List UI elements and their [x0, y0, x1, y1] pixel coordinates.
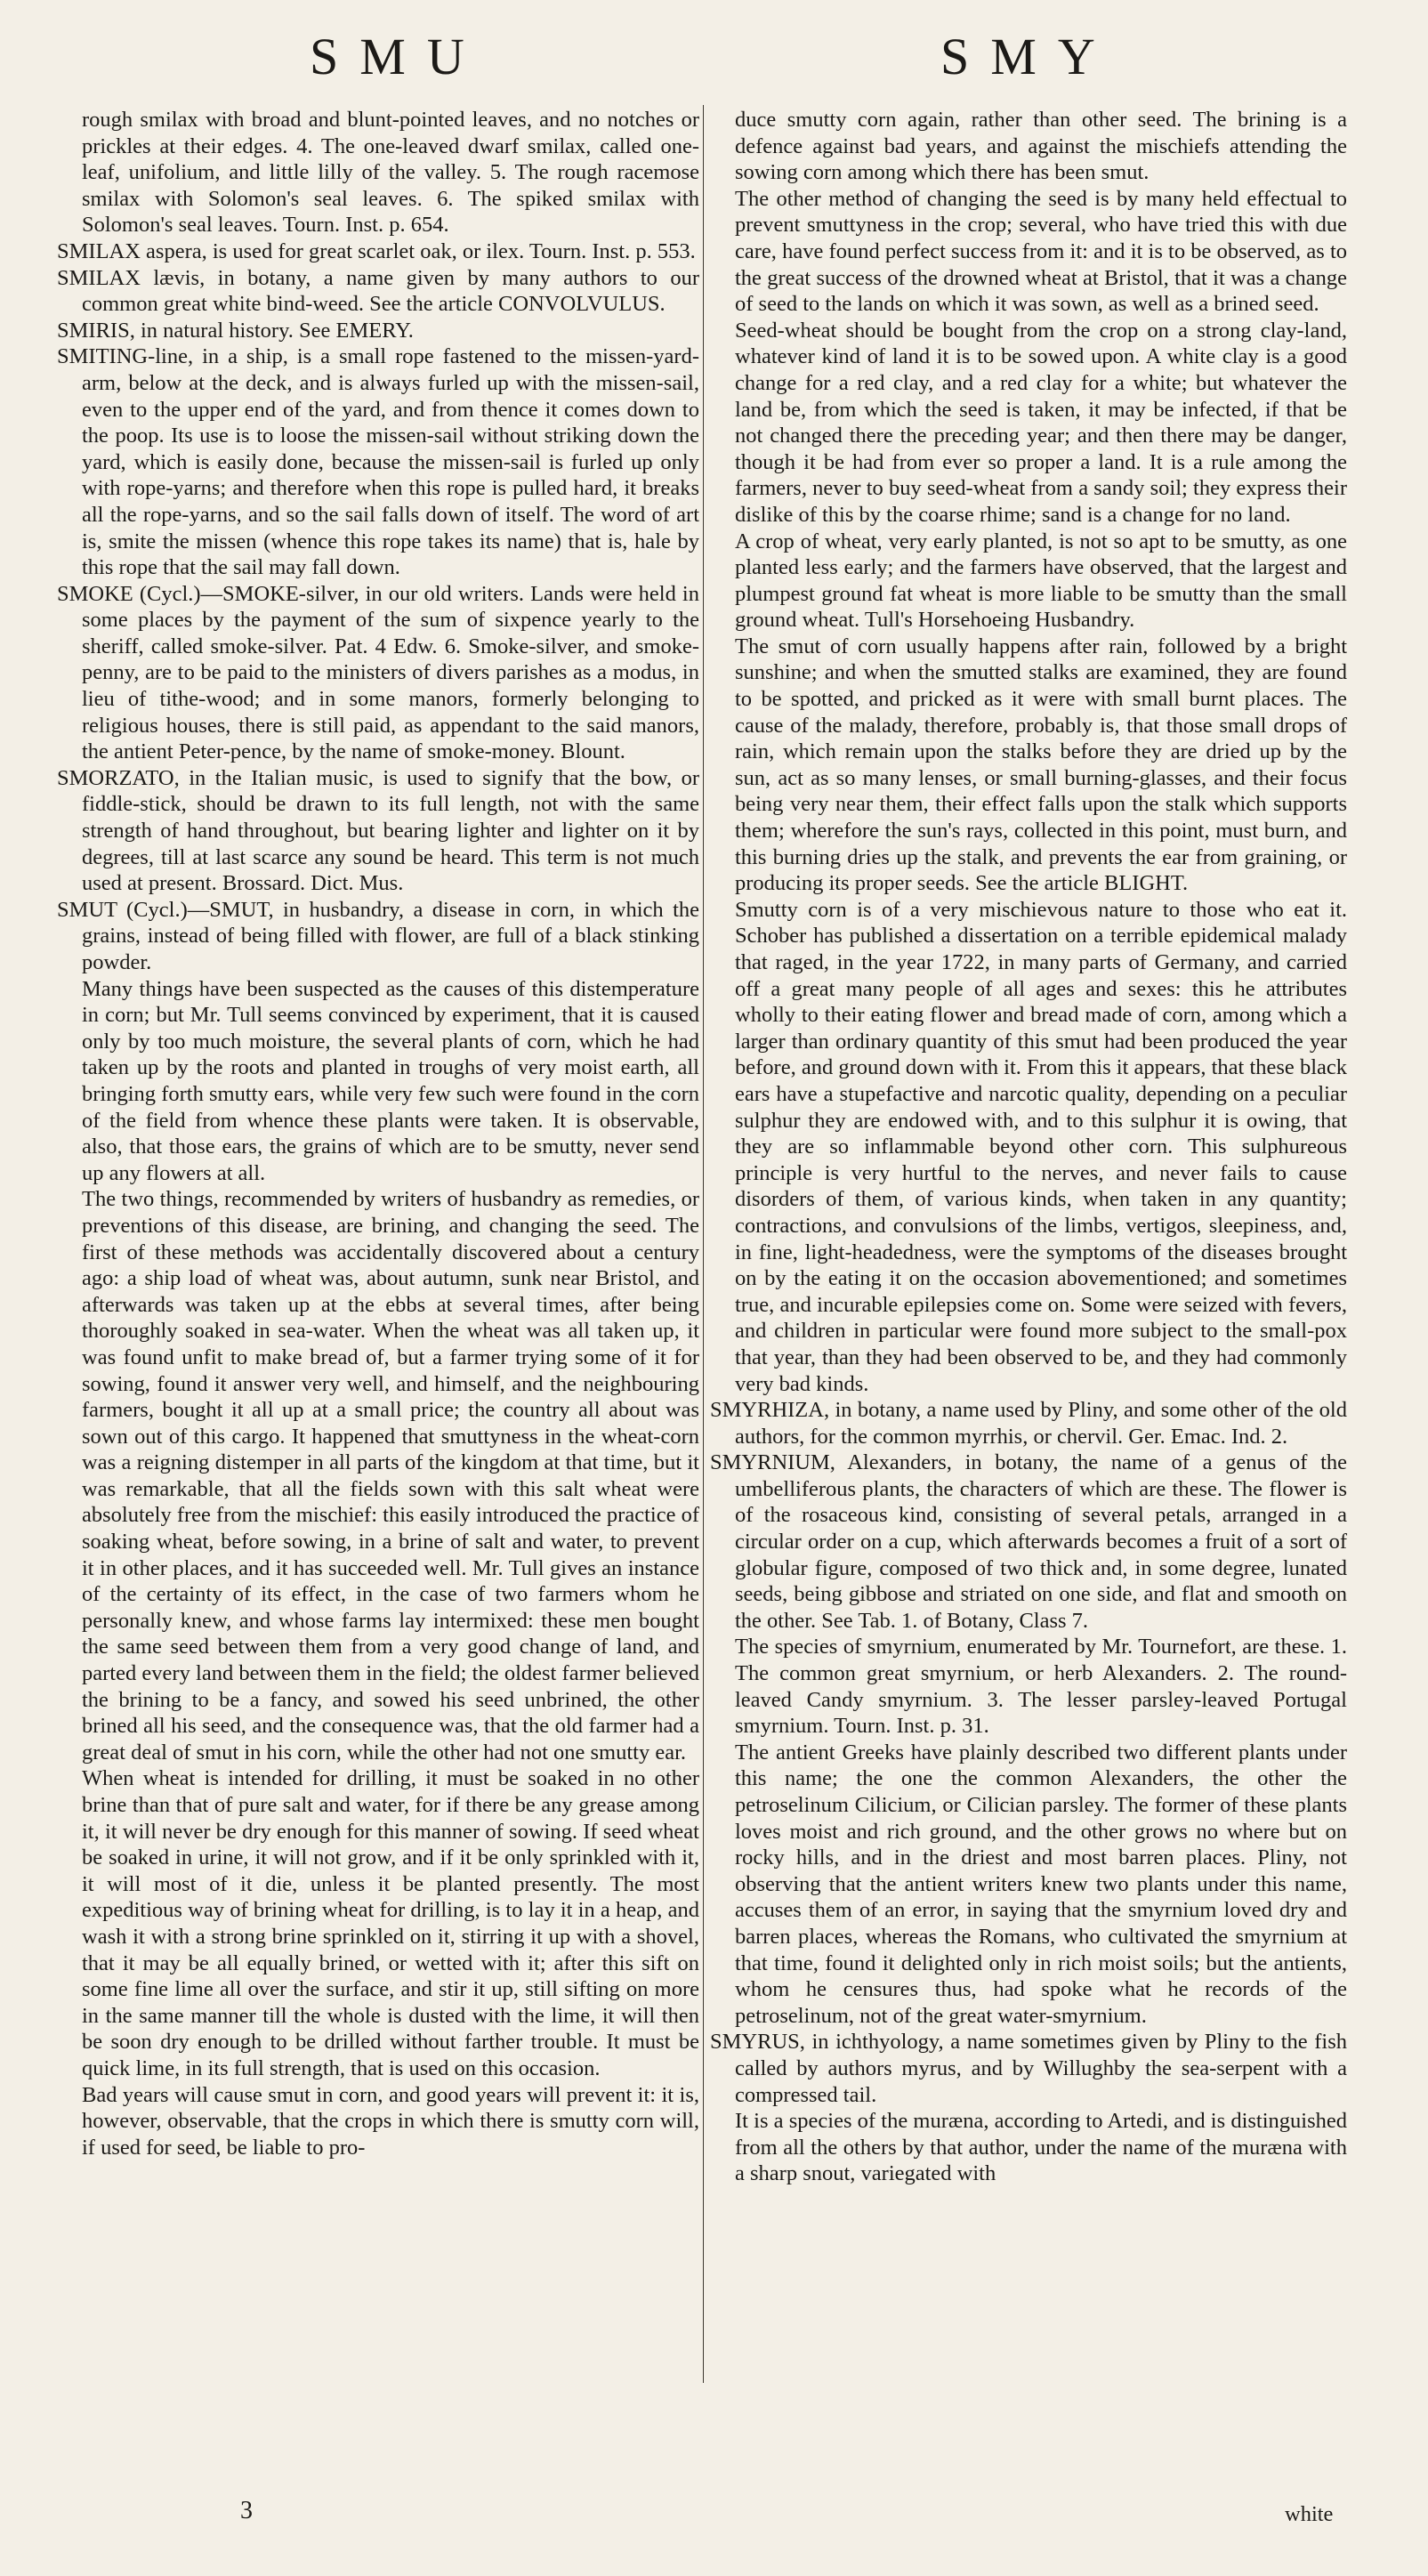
running-head-right: SMY: [940, 28, 1117, 85]
right-column: [710, 107, 1347, 2187]
entry-smyrnium: SMYRNIUM, Alexanders, in botany, the name of a genus of the umbelliferous plants, the characters of which are these. The flower is of the rosaceous kind, consisting of several petals, arranged in a circular order on a cup, which afterwards becomes a fruit of a sort of globular figure, composed of two thick and, in some degree, lunated seeds, being gibbose and striated on one side, and flat and smooth on the other. See Tab. 1. of Botany, Class 7.: [710, 1450, 1347, 1633]
catchword: white: [1285, 2502, 1334, 2526]
paragraph: The species of smyrnium, enumerated by Mr. Tournefort, are these. 1. The common great smyrnium, or herb Alexanders. 2. The round-leaved Candy smyrnium. 3. The lesser parsley-leaved Portugal smyrnium. Tourn. Inst. p. 31.: [735, 1635, 1347, 1739]
entry-smiting-line: SMITING-line, in a ship, is a small rope fastened to the missen-yard-arm, below at the deck, and is always furled up with the missen-sail, even to the upper end of the yard, and from thence it comes down to the poop. Its use is to loose the missen-sail without striking down the yard, which is easily done, because the missen-sail is furled up only with rope-yarns; and therefore when this rope is pulled hard, it breaks all the rope-yarns, and so the sail falls down of itself. The word of art is, smite the missen (whence this rope takes its name) that is, hale by this rope that the sail may fall down.: [57, 344, 699, 580]
entry-smorzato: SMORZATO, in the Italian music, is used to signify that the bow, or fiddle-stick, should be drawn to its full length, not with the same strength of hand throughout, but bearing lighter and lighter on it by degrees, till at last scarce any sound be heard. This term is not much used at present. Brossard. Dict. Mus.: [57, 765, 699, 896]
paragraph: Smutty corn is of a very mischievous nature to those who eat it. Schober has published a dissertation on a terrible epidemical malady that raged, in the year 1722, in many parts of Germany, and carried off a great many people of all ages and sexes: this he attributes wholly to their eating flower and bread made of corn, among which a larger than ordinary quantity of this smut had been produced the year before, and ground down with it. From this it appears, that these black ears have a stupefactive and narcotic quality, depending on a peculiar sulphur they are endowed with, and to this sulphur it is owing, that they are so inflammable beyond other corn. This sulphureous principle is very hurtful to the nerves, and never fails to cause disorders of them, of various kinds, when taken in any quantity; contractions, and convulsions of the limbs, vertigos, sleepiness, and, in fine, light-headedness, were the symptoms of the diseases brought on by the eating it on the occasion abovementioned; and sometimes true, and incurable epilepsies come on. Some were seized with fevers, and children in particular were found more subject to the small-pox that year, than they had been observed to be, and they had commonly very bad kinds.: [735, 897, 1347, 1396]
entry-smilax-laevis: SMILAX lævis, in botany, a name given by many authors to our common great white bind-weed. See the article CONVOLVULUS.: [57, 265, 699, 317]
paragraph: duce smutty corn again, rather than other seed. The brining is a defence against bad years, and against the mischiefs attending the sowing corn among which there has been smut.: [735, 108, 1347, 185]
column-rule: [703, 105, 704, 2383]
paragraph: The smut of corn usually happens after rain, followed by a bright sunshine; and when the smutted stalks are examined, they are found to be spotted, and pricked as it were with small burnt places. The cause of the malady, therefore, probably is, that those small drops of rain, which remain upon the stalks before they are dried up by the sun, act as so many lenses, or small burning-glasses, and their focus being very near them, their effect falls upon the stalk which supports them; wherefore the sun's rays, collected in this point, must burn, and this burning dries up the stalk, and prevents the ear from graining, or producing its proper seeds. See the article BLIGHT.: [735, 634, 1347, 896]
entry-smoke: SMOKE (Cycl.)—SMOKE-silver, in our old writers. Lands were held in some places by the payment of the sum of sixpence yearly to the sheriff, called smoke-silver. Pat. 4 Edw. 6. Smoke-silver, and smoke-penny, are to be paid to the ministers of divers parishes as a modus, in lieu of tithe-wood; and in some manors, formerly belonging to religious houses, there is still paid, as appendant to the said manors, the antient Peter-pence, by the name of smoke-money. Blount.: [57, 581, 699, 764]
paragraph: Many things have been suspected as the causes of this distemperature in corn; but Mr. Tull seems convinced by experiment, that it is caused only by too much moisture, the several plants of corn, which he had taken up by the roots and planted in troughs of very moist earth, all bringing forth smutty ears, while very few such were found in the corn of the field from whence these plants were taken. It is observable, also, that those ears, the grains of which are to be smutty, never send up any flowers at all.: [82, 976, 699, 1185]
paragraph: The two things, recommended by writers of husbandry as remedies, or preventions of this disease, are brining, and changing the seed. The first of these methods was accidentally discovered about a century ago: a ship load of wheat was, about autumn, sunk near Bristol, and afterwards was taken up at the ebbs at several times, after being thoroughly soaked in sea-water. When the wheat was all taken up, it was found unfit to make bread of, but a farmer trying some of it for sowing, found it answer very well, and himself, and the neighbouring farmers, bought it all up at a small price; the country all about was sown out of this cargo. It happened that smuttyness in the wheat-corn was a reigning distemper in all parts of the kingdom at that time, but it was remarkable, that all the fields sown with this salt wheat were absolutely free from the mischief: this easily introduced the practice of soaking wheat, before sowing, in a brine of salt and water, to prevent it in other places, and it has succeeded well. Mr. Tull gives an instance of the certainty of its effect, in the case of two farmers whom he personally knew, and whose farms lay intermixed: these men bought the same seed between them from a very good change of land, and parted every land between them in the field; the oldest farmer believed the brining to be a fancy, and sowed his seed unbrined, the other brined all his seed, and the consequence was, that the old farmer had a great deal of smut in his corn, while the other had not one smutty ear.: [82, 1187, 699, 1764]
paragraph: rough smilax with broad and blunt-pointed leaves, and no notches or prickles at their edges. 4. The one-leaved dwarf smilax, called one-leaf, unifolium, and little lilly of the valley. 5. The rough racemose smilax with Solomon's seal leaves. 6. The spiked smilax with Solomon's seal leaves. Tourn. Inst. p. 654.: [82, 108, 699, 238]
paragraph: Bad years will cause smut in corn, and good years will prevent it: it is, however, observable, that the crops in which there is smutty corn will, if used for seed, be liable to pro-: [82, 2082, 699, 2160]
page-number: 3: [240, 2497, 253, 2524]
paragraph: The antient Greeks have plainly described two different plants under this name; the one the common Alexanders, the other the petroselinum Cilicium, or Cilician parsley. The former of these plants loves moist and rich ground, and the other grows no where but on rocky hills, and in the driest and most barren places. Pliny, not observing that the antient writers knew two plants under this name, accuses them of an error, in saying that the smyrnium loved dry and barren places, whereas the Romans, who cultivated the smyrnium at that time, found it delighted only in rich moist soils; but the antients, whom he censures thus, had spoke what he records of the petroselinum, not of the great water-smyrnium.: [735, 1740, 1347, 2028]
left-column: [57, 107, 699, 2160]
paragraph: A crop of wheat, very early planted, is not so apt to be smutty, as one planted less early; and the farmers have observed, that the largest and plumpest ground fat wheat is more liable to be smutty than the small ground wheat. Tull's Horsehoeing Husbandry.: [735, 529, 1347, 633]
entry-smyrhiza: SMYRHIZA, in botany, a name used by Pliny, and some other of the old authors, for the common myrrhis, or chervil. Ger. Emac. Ind. 2.: [710, 1398, 1347, 1449]
entry-smiris: SMIRIS, in natural history. See EMERY.: [57, 318, 414, 343]
paragraph: When wheat is intended for drilling, it must be soaked in no other brine than that of pure salt and water, for if there be any grease among it, it will never be dry enough for this manner of sowing. If seed wheat be soaked in urine, it will not grow, and if it be only sprinkled with it, it will most of it die, unless it be planted presently. The most expeditious way of brining wheat for drilling, is to lay it in a heap, and wash it with a strong brine sprinkled on it, stirring it up with a shovel, that it may be all equally brined, or wetted with it; after this sift on some fine lime all over the surface, and stir it up, still sifting on more in the same manner till the whole is dusted with the lime, it will then be soon dry enough to be drilled without farther trouble. It must be quick lime, in its full strength, that is used on this occasion.: [82, 1766, 699, 2080]
entry-smut: SMUT (Cycl.)—SMUT, in husbandry, a disease in corn, in which the grains, instead of being filled with flower, are full of a black stinking powder.: [57, 897, 699, 974]
paragraph: Seed-wheat should be bought from the crop on a strong clay-land, whatever kind of land it is to be sowed upon. A white clay is a good change for a red clay, and a red clay for a white; but whatever the land be, from which the seed is taken, it may be infected, if that be not changed there the preceding year; and then there may be danger, though it be had from ever so proper a land. It is a rule among the farmers, never to buy seed-wheat from a sandy soil; they express their dislike of this by the coarse rhime; sand is a change for no land.: [735, 318, 1347, 527]
paragraph: It is a species of the muræna, according to Artedi, and is distinguished from all the others by that author, under the name of the muræna with a sharp snout, variegated with: [735, 2109, 1347, 2186]
running-head-left: SMU: [310, 28, 486, 85]
entry-smyrus: SMYRUS, in ichthyology, a name sometimes given by Pliny to the fish called by authors myrus, and by Willughby the sea-serpent with a compressed tail.: [710, 2030, 1347, 2107]
entry-smilax-aspera: SMILAX aspera, is used for great scarlet oak, or ilex. Tourn. Inst. p. 553.: [57, 238, 696, 263]
paragraph: The other method of changing the seed is by many held effectual to prevent smuttyness in the crop; several, who have tried this with due care, have found perfect success from it: and it is to be observed, as to the great success of the drowned wheat at Bristol, that it was a change of seed to the lands on which it was sown, as well as a brined seed.: [735, 186, 1347, 317]
